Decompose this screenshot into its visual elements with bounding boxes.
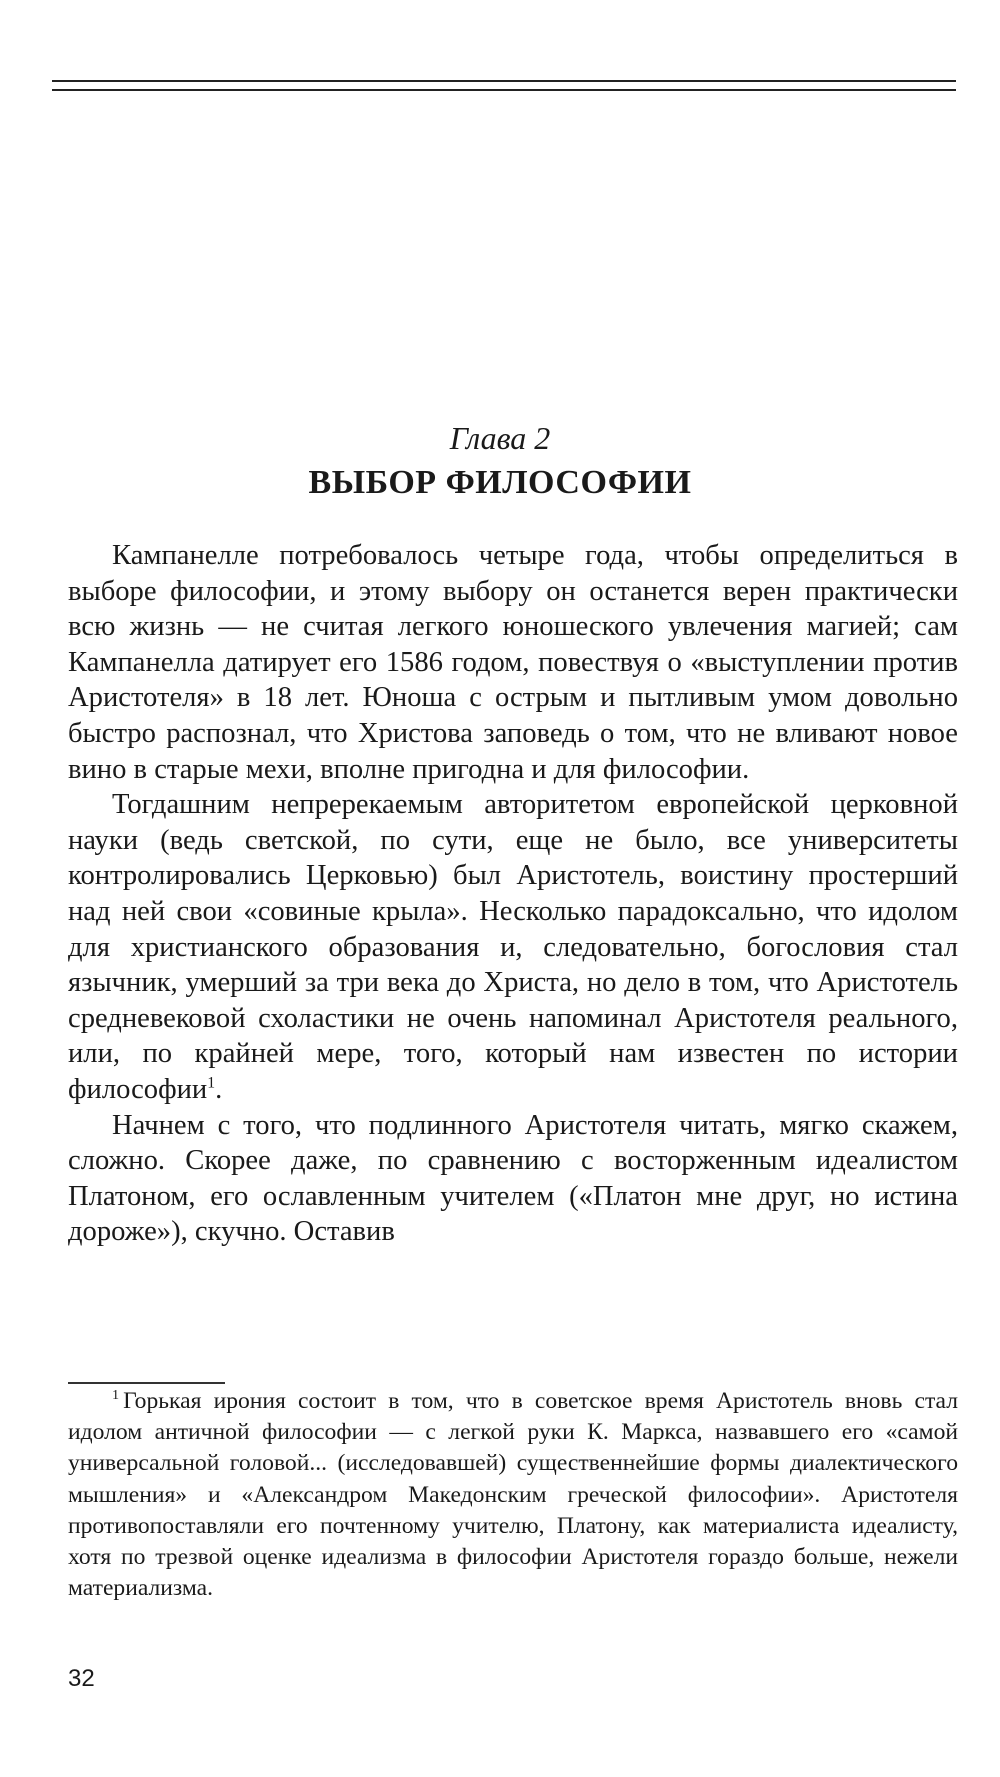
body-text	[68, 538, 958, 1250]
page-number: 32	[68, 1665, 95, 1692]
header-rule-top	[52, 80, 956, 82]
paragraph-2-text: Тогдашним непререкаемым авторитетом европейской церковной науки (ведь светской, по сути, еще не было, все университеты контролировались Церковью) был Аристотель, воистину простерший над ней свои «совиные крыла». Несколько парадоксально, что идолом для христианского образования и, следовательно, богословия стал язычник, умерший за три века до Христа, но дело в том, что Аристотель средневековой схоластики не очень напоминал Аристотеля реального, или, по крайней мере, того, который нам известен по истории философии	[68, 789, 958, 1105]
chapter-label: Глава 2	[449, 420, 551, 456]
footnote-paragraph	[68, 1386, 958, 1604]
paragraph-2-end: .	[215, 1073, 223, 1105]
header-rule-bottom	[52, 89, 956, 91]
footnote-separator	[68, 1382, 225, 1384]
footnote-text: Горькая ирония состоит в том, что в советское время Аристотель вновь стал идолом античной философии — с легкой руки К. Маркса, назвавшего его «самой универсальной головой... (исследовавшей) существеннейшие формы диалектического мышления» и «Александром Македонским греческой философии». Аристотеля противопоставляли его почтенному учителю, Платону, как материалиста идеалисту, хотя по трезвой оценке идеализма в философии Аристотеля гораздо больше, нежели материализма.	[68, 1388, 958, 1602]
footnote-marker: 1	[112, 1387, 120, 1404]
paragraph-1: Кампанелле потребовалось четыре года, чтобы определиться в выборе философии, и этому выбору он останется верен практически всю жизнь — не считая легкого юношеского увлечения магией; сам Кампанелла датирует его 1586 годом, повествуя о «выступлении против Аристотеля» в 18 лет. Юноша с острым и пытливым умом довольно быстро распознал, что Христова заповедь о том, что не вливают новое вино в старые мехи, вполне пригодна и для философии.	[68, 540, 958, 785]
footnote	[68, 1386, 958, 1604]
paragraph-3: Начнем с того, что подлинного Аристотеля читать, мягко скажем, сложно. Скорее даже, по сравнению с восторженным идеалистом Платоном, его ославленным учителем («Платон мне друг, но истина дороже»), скучно. Оставив	[68, 1109, 958, 1248]
chapter-title: ВЫБОР ФИЛОСОФИИ	[308, 464, 692, 501]
paragraph-2	[68, 787, 958, 1107]
footnote-reference[interactable]: 1	[207, 1074, 216, 1092]
